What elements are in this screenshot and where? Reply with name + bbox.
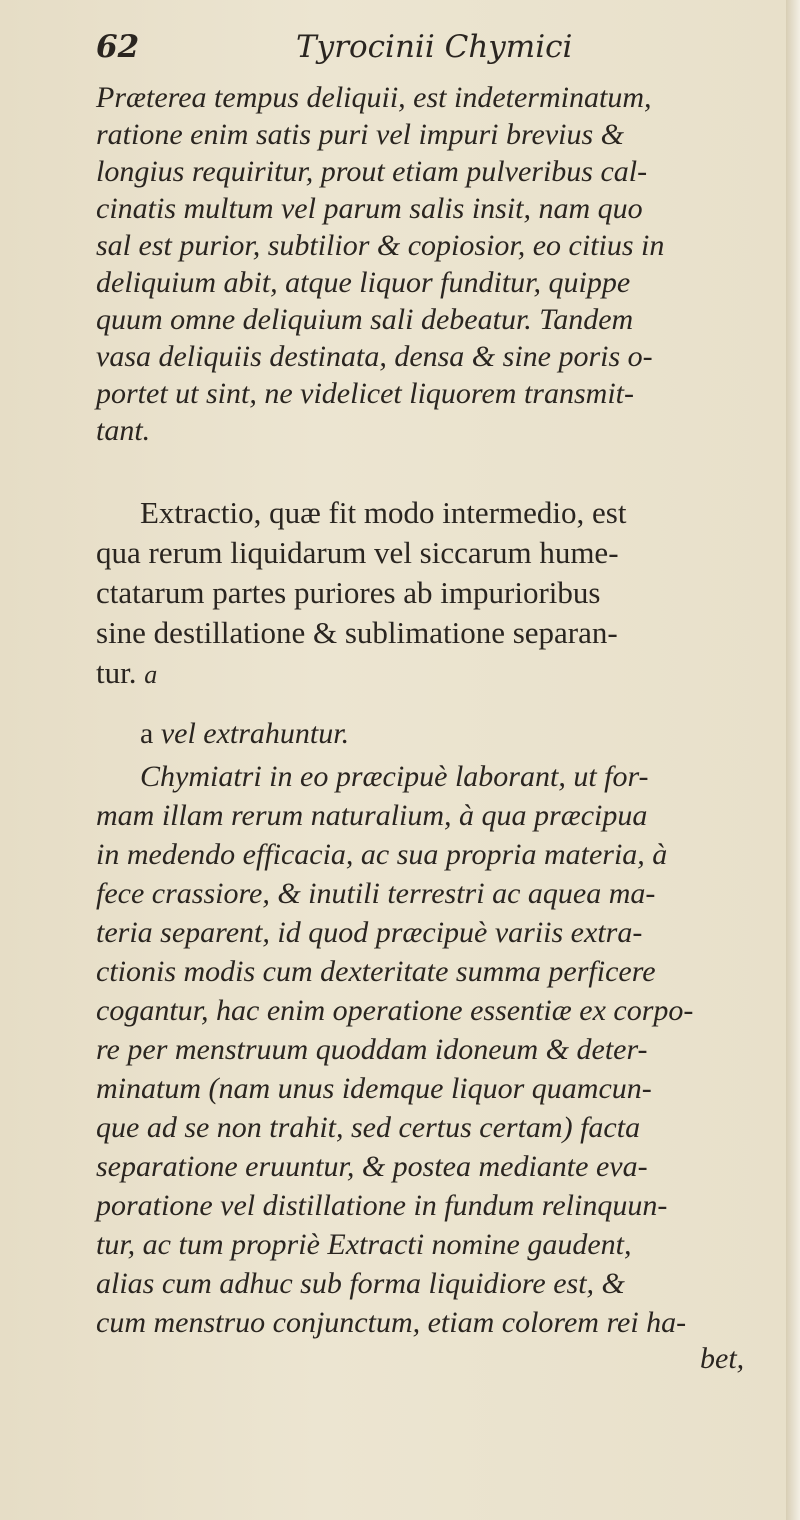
text-line: re per menstruum quoddam idoneum & deter- xyxy=(96,1033,648,1066)
text-line: quum omne deliquium sali debeatur. Tandem xyxy=(96,303,634,336)
page-edge xyxy=(786,0,800,1520)
text-line: ctionis modis cum dexteritate summa perficere xyxy=(96,955,656,988)
text-line-last xyxy=(96,655,157,691)
text-line: ctatarum partes puriores ab impurioribus xyxy=(96,575,601,610)
text-line: ratione enim satis puri vel impuri brevius & xyxy=(96,118,625,151)
text-line: Chymiatri in eo præcipuè laborant, ut for- xyxy=(140,760,649,793)
text-roman: tur. xyxy=(96,655,137,690)
marginal-note xyxy=(140,717,349,751)
page-number: 62 xyxy=(96,29,140,65)
running-head xyxy=(96,24,786,70)
note-text: vel extrahuntur. xyxy=(160,717,350,750)
text-line: Extractio, quæ fit modo intermedio, est xyxy=(140,495,627,530)
running-title: Tyrocinii Chymici xyxy=(296,29,573,65)
text-line: mam illam rerum naturalium, à qua præcipua xyxy=(96,799,648,832)
text-line: cinatis multum vel parum salis insit, nam quo xyxy=(96,192,643,225)
text-line: fece crassiore, & inutili terrestri ac aquea ma- xyxy=(96,877,656,910)
text-line: cum menstruo conjunctum, etiam colorem rei ha- xyxy=(96,1306,687,1339)
text-line: Præterea tempus deliquii, est indeterminatum, xyxy=(96,81,652,114)
text-line: separatione eruuntur, & postea mediante eva- xyxy=(96,1150,648,1183)
text-line: sine destillatione & sublimatione separan- xyxy=(96,615,618,650)
text-line: cogantur, hac enim operatione essentiæ ex corpo- xyxy=(96,994,694,1027)
text-line: alias cum adhuc sub forma liquidiore est, & xyxy=(96,1267,625,1300)
text-line: que ad se non trahit, sed certus certam) facta xyxy=(96,1111,641,1144)
text-line: portet ut sint, ne videlicet liquorem transmit- xyxy=(96,377,634,410)
text-line: longius requiritur, prout etiam pulveribus cal- xyxy=(96,155,648,188)
note-letter: a xyxy=(140,717,154,750)
text-line: in medendo efficacia, ac sua propria materia, à xyxy=(96,838,668,871)
text-line: poratione vel distillatione in fundum relinquun- xyxy=(96,1189,668,1222)
text-line: minatum (nam unus idemque liquor quamcun- xyxy=(96,1072,652,1105)
text-line: teria separent, id quod præcipuè variis extra- xyxy=(96,916,643,949)
text-line: tant. xyxy=(96,414,151,447)
note-marker: a xyxy=(144,660,158,689)
text-line: deliquium abit, atque liquor funditur, quippe xyxy=(96,266,631,299)
text-line: tur, ac tum propriè Extracti nomine gaudent, xyxy=(96,1228,632,1261)
catchword: bet, xyxy=(700,1342,745,1375)
text-line: sal est purior, subtilior & copiosior, eo citius in xyxy=(96,229,665,262)
text-line: vasa deliquiis destinata, densa & sine poris o- xyxy=(96,340,653,373)
text-line: qua rerum liquidarum vel siccarum hume- xyxy=(96,535,619,570)
